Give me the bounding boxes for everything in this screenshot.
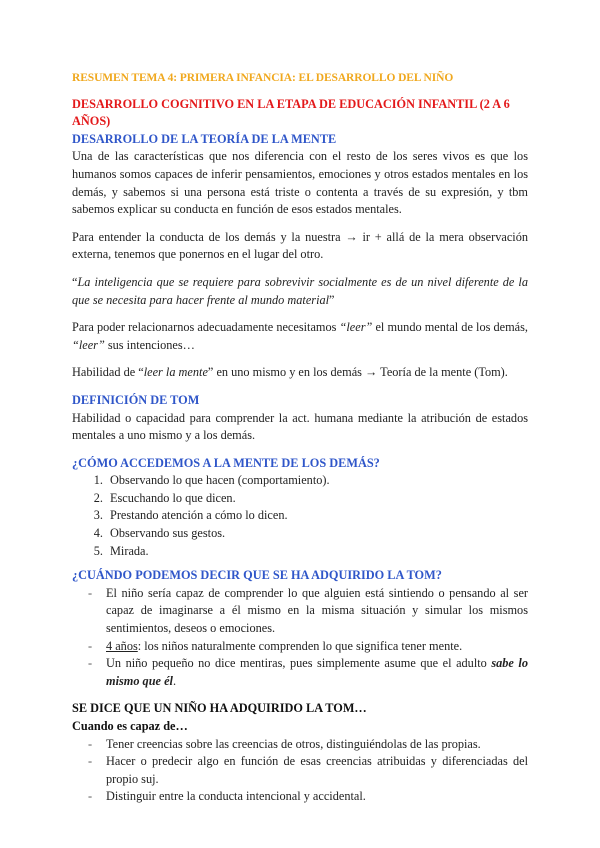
when-list — [72, 585, 528, 691]
emphasis-bold-italic: sabe lo mismo que él — [106, 656, 528, 688]
list-item: 3. Prestando atención a cómo lo dicen. — [106, 507, 528, 525]
emphasis-leer: “leer” — [72, 337, 105, 352]
emphasis-leer-la-mente: leer la mente — [143, 365, 208, 380]
text-segment: el mundo mental de los demás, — [372, 320, 528, 335]
dash-bullet: - — [88, 754, 93, 769]
document-subtitle: DESARROLLO COGNITIVO EN LA ETAPA DE EDUCACIÓN INFANTIL (2 A 6 AÑOS) — [72, 96, 510, 129]
paragraph-definition: Habilidad o capacidad para comprender la act. humana mediante la atribución de estados mentales a uno mismo y a los demás. — [72, 410, 528, 443]
emphasis-leer: “leer” — [339, 320, 373, 335]
underlined-age: 4 años — [106, 638, 138, 653]
list-item — [72, 736, 528, 754]
list-item — [72, 585, 528, 638]
list-item — [72, 788, 528, 806]
list-item-text: Hacer o predecir algo en función de esas creencias atribuidas y diferenciadas del propio suj. — [106, 754, 528, 786]
dash-bullet: - — [88, 585, 93, 600]
list-item — [72, 655, 528, 690]
section-heading-tom-development: DESARROLLO DE LA TEORÍA DE LA MENTE — [72, 131, 337, 146]
paragraph-ability — [72, 364, 528, 382]
dash-bullet: - — [88, 736, 93, 751]
paragraph-relating — [72, 319, 528, 354]
section-heading-when: ¿CUÁNDO PODEMOS DECIR QUE SE HA ADQUIRIDO LA TOM? — [72, 568, 442, 583]
list-item-text: Tener creencias sobre las creencias de otros, distinguiéndolas de las propias. — [106, 736, 481, 751]
paragraph-intro: Una de las características que nos diferencia con el resto de los seres vivos es que los humanos somos capaces de inferir pensamientos, emociones y otros estados mentales en los demás, y sabemos si una persona está triste o contenta a través de su expresión, y tbm sabemos explicar su conducta en función de esos estados mentales. — [72, 149, 528, 217]
quote-open-mark: “ — [72, 274, 78, 289]
document-page — [72, 70, 528, 806]
list-item: 5. Mirada. — [106, 543, 528, 561]
list-item-text: : los niños naturalmente comprenden lo que significa tener mente. — [137, 638, 463, 653]
list-item: 2. Escuchando lo que dicen. — [106, 490, 528, 508]
list-item-text: Distinguir entre la conducta intencional y accidental. — [106, 789, 366, 804]
text-segment: ” en uno mismo y en los demás → Teoría de la mente (Tom). — [207, 365, 508, 380]
access-list — [72, 472, 528, 560]
quote-text: La inteligencia que se requiere para sobrevivir socialmente es de un nivel diferente de la que se necesita para hacer frente al mundo material — [72, 274, 528, 307]
list-item: 1. Observando lo que hacen (comportamiento). — [106, 472, 528, 490]
document-title: RESUMEN TEMA 4: PRIMERA INFANCIA: EL DESARROLLO DEL NIÑO — [72, 72, 454, 84]
acquired-list — [72, 736, 528, 806]
quote-close-mark: ” — [329, 292, 335, 307]
subheading-capable: Cuando es capaz de… — [72, 719, 188, 733]
list-item-text: . — [172, 673, 177, 688]
list-item-text: El niño sería capaz de comprender lo que alguien está sintiendo o pensando al ser capaz de imaginarse a él mismo en la misma situación y simular los mismos sentimientos, deseos o emociones. — [106, 585, 528, 636]
list-item-text: Un niño pequeño no dice mentiras, pues simplemente asume que el adulto — [106, 656, 492, 671]
section-heading-access: ¿CÓMO ACCEDEMOS A LA MENTE DE LOS DEMÁS? — [72, 455, 380, 470]
paragraph-quote — [72, 274, 528, 309]
section-heading-acquired: SE DICE QUE UN NIÑO HA ADQUIRIDO LA TOM… — [72, 701, 367, 716]
list-item — [72, 753, 528, 788]
section-heading-definition: DEFINICIÓN DE TOM — [72, 392, 200, 407]
list-item: 4. Observando sus gestos. — [106, 525, 528, 543]
text-segment: Habilidad de “ — [72, 365, 144, 380]
dash-bullet: - — [88, 656, 93, 671]
dash-bullet: - — [88, 789, 93, 804]
text-segment: sus intenciones… — [104, 337, 195, 352]
list-item — [72, 638, 528, 656]
paragraph-understanding: Para entender la conducta de los demás y la nuestra → ir + allá de la mera observación externa, tenemos que ponernos en el lugar del otro. — [72, 229, 528, 262]
text-segment: Para poder relacionarnos adecuadamente necesitamos — [72, 320, 340, 335]
dash-bullet: - — [88, 638, 93, 653]
